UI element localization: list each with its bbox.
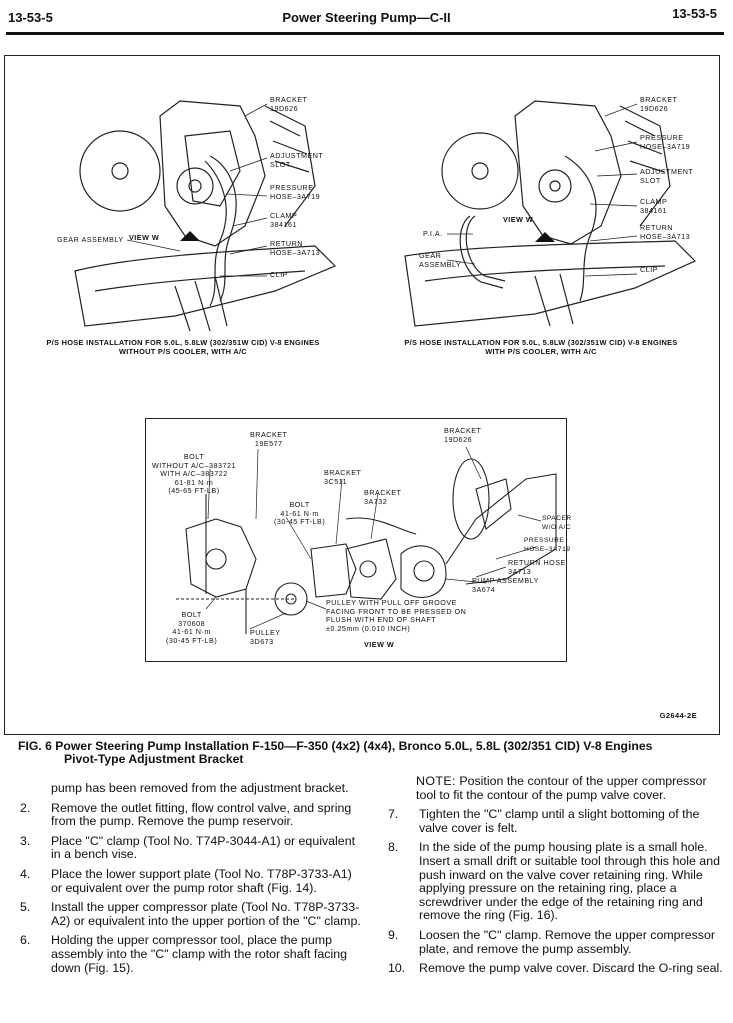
label-bolt-top: BOLT WITHOUT A/C–383721 WITH A/C–383722 61-81 N·m (45-65 FT-LB) (152, 452, 236, 495)
illustration-without-cooler (15, 76, 355, 346)
label-clip: CLIP (270, 270, 288, 279)
right-column (388, 775, 728, 982)
label-view-w: VIEW W (129, 233, 160, 242)
step-7 (388, 808, 728, 835)
figure-caption-line2: Pivot-Type Adjustment Bracket (64, 752, 244, 766)
label-clamp: CLAMP 384161 (270, 211, 298, 229)
engine-drawing-left (15, 76, 355, 346)
page-header (0, 0, 733, 40)
step-text: Remove the pump valve cover. Discard the O-ring seal. (419, 961, 723, 976)
label-bracket-right: BRACKET 19D626 (640, 95, 678, 113)
label-spacer: SPACER W/O A/C (542, 515, 572, 531)
step-4 (20, 868, 365, 895)
figure-box (4, 55, 720, 735)
label-view-w-inset: VIEW W (364, 640, 395, 649)
label-bracket-3a732: BRACKET 3A732 (364, 488, 402, 506)
label-clip-right: CLIP (640, 265, 658, 274)
step-text: Place "C" clamp (Tool No. T74P-3044-A1) or equivalent in a bench vise. (51, 833, 356, 862)
page-title: Power Steering Pump—C-II (282, 10, 451, 25)
label-pressure-hose: PRESSURE HOSE–3A719 (270, 183, 321, 201)
caption-with-cooler: P/S HOSE INSTALLATION FOR 5.0L, 5.8LW (302/351W CID) V-8 ENGINES WITH P/S COOLER, WITH A/C (404, 338, 678, 356)
label-bracket-19e577: BRACKET 19E577 (250, 430, 288, 448)
label-pressure-hose-right: PRESSURE HOSE–3A719 (640, 133, 691, 151)
label-return-hose-right: RETURN HOSE–3A713 (640, 223, 691, 241)
caption-without-cooler: P/S HOSE INSTALLATION FOR 5.0L, 5.8LW (302/351W CID) V-8 ENGINES WITHOUT P/S COOLER, WITH A/C (46, 338, 320, 356)
label-pulley-note: PULLEY WITH PULL OFF GROOVE FACING FRONT TO BE PRESSED ON FLUSH WITH END OF SHAFT ±0.25mm (0.010 INCH) (326, 598, 467, 633)
illustration-with-cooler (375, 76, 715, 346)
step-number: 2. (20, 800, 31, 815)
header-rule (6, 32, 724, 35)
step-number: 4. (20, 866, 31, 881)
step-text: Holding the upper compressor tool, place the pump assembly into the "C" clamp with the rotor shaft facing down (Fig. 15). (51, 933, 347, 975)
label-pia: P.I.A. (423, 229, 443, 238)
step-2 (20, 802, 365, 829)
left-intro: pump has been removed from the adjustment bracket. (51, 781, 349, 795)
step-9 (388, 929, 728, 956)
note (388, 775, 728, 802)
step-text: Install the upper compressor plate (Tool No. T78P-3733-A2) or equivalent into the upper portion of the "C" clamp. (51, 900, 361, 928)
label-adjustment-slot-right: ADJUSTMENT SLOT (640, 167, 694, 185)
label-pump-assembly: PUMP ASSEMBLY 3A674 (472, 576, 539, 594)
label-bracket-3c511: BRACKET 3C511 (324, 468, 362, 486)
step-text: In the side of the pump housing plate is a small hole. Insert a small drift or suitable tool through this hole and push inward on the valve cover retaining ring. While applying pressure on the retaining ring, place a screwdriver under the edge of the retaining ring and remove the ring (Fig. 16). (419, 840, 720, 923)
label-bracket-19d626: BRACKET 19D626 (444, 426, 482, 444)
step-number: 6. (20, 933, 31, 948)
note-label: NOTE: (416, 774, 456, 788)
note-text: Position the contour of the upper compressor tool to fit the contour of the pump valve cover. (416, 774, 707, 802)
label-return-hose: RETURN HOSE–3A713 (270, 239, 321, 257)
label-bracket: BRACKET 19D626 (270, 95, 308, 113)
step-10 (388, 962, 728, 976)
label-adjustment-slot: ADJUSTMENT SLOT (270, 151, 324, 169)
figure-caption-line1: FIG. 6 Power Steering Pump Installation F-150—F-350 (4x2) (4x4), Bronco 5.0L, 5.8L (302/351 CID) V-8 Engines (18, 739, 653, 753)
step-number: 3. (20, 833, 31, 848)
label-gear-assembly: GEAR ASSEMBLY (57, 235, 124, 244)
step-8 (388, 841, 728, 923)
label-bolt-bottom: BOLT 370608 41-61 N·m (30-45 FT-LB) (166, 610, 218, 645)
label-pressure-hose-inset: PRESSURE HOSE–3A719 (524, 537, 571, 553)
label-gear-assembly-right: GEAR ASSEMBLY (419, 251, 462, 269)
step-3 (20, 835, 365, 862)
exploded-view-inset (145, 418, 572, 662)
step-text: Remove the outlet fitting, flow control valve, and spring from the pump. Remove the pump reservoir. (51, 800, 352, 829)
step-5 (20, 901, 365, 928)
step-6 (20, 934, 365, 975)
figure-code: G2644-2E (659, 711, 697, 720)
step-number: 8. (388, 840, 399, 855)
page-number-left: 13-53-5 (8, 10, 53, 25)
step-number: 9. (388, 927, 399, 942)
step-number: 5. (20, 900, 31, 915)
figure-caption (18, 740, 718, 766)
left-column (20, 782, 365, 981)
label-bolt-mid: BOLT 41-61 N·m (30-45 FT-LB) (274, 500, 326, 526)
step-text: Loosen the "C" clamp. Remove the upper compressor plate, and remove the pump assembly. (419, 927, 715, 956)
step-number: 10. (388, 961, 406, 976)
label-clamp-right: CLAMP 384161 (640, 197, 668, 215)
step-text: Place the lower support plate (Tool No. T78P-3733-A1) or equivalent over the pump rotor shaft (Fig. 14). (51, 866, 352, 895)
label-return-hose-inset: RETURN HOSE 3A713 (508, 558, 566, 576)
page-number-right: 13-53-5 (672, 6, 717, 21)
label-pulley: PULLEY 3D673 (250, 628, 281, 646)
label-view-w-right: VIEW W (503, 215, 534, 224)
step-text: Tighten the "C" clamp until a slight bottoming of the valve cover is felt. (419, 807, 700, 835)
step-number: 7. (388, 807, 399, 822)
